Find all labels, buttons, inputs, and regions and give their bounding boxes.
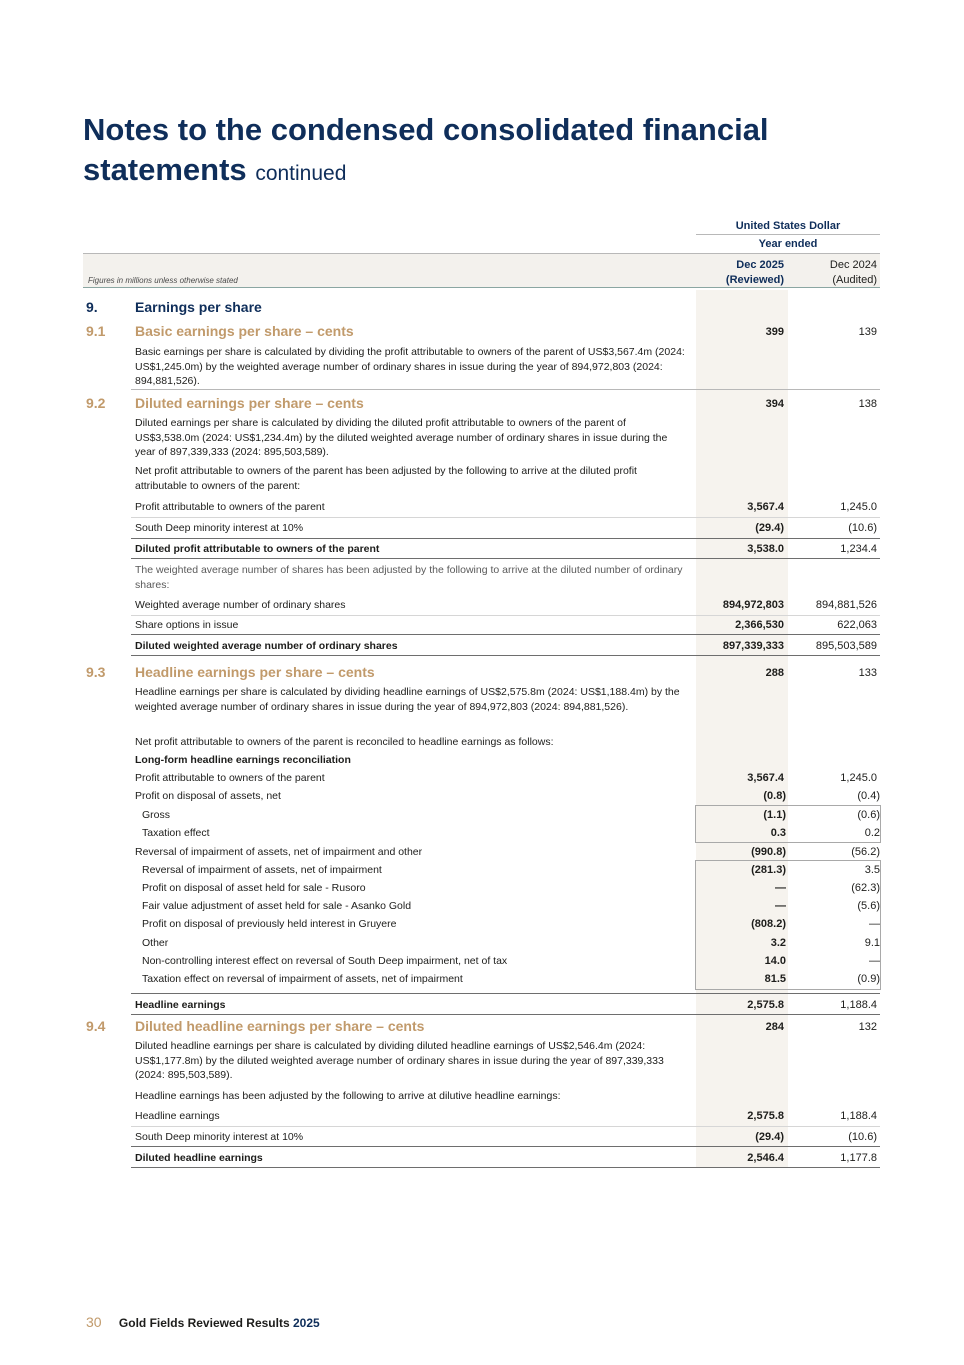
- subsection-number: 9.2: [86, 395, 106, 411]
- value-2025: 0.3: [770, 827, 786, 839]
- value-2025: 3.2: [770, 937, 786, 949]
- description-paragraph: Diluted earnings per share is calculated by dividing the diluted profit attributable to owners of the parent of US$3,538.0m (2024: US$1,234.4m) by the diluted weighted average number of ordinary shares in issue during the year of 897,339,333 (2024: 895,503,589).: [135, 417, 668, 458]
- publication-year: 2025: [292, 1316, 320, 1330]
- value-2024: 1,177.8: [840, 1152, 877, 1164]
- total-rule: [131, 1014, 880, 1015]
- header-currency: United States Dollar: [735, 220, 841, 232]
- reconciliation-heading: Long-form headline earnings reconciliation: [135, 754, 351, 766]
- value-2024: (0.6): [857, 809, 880, 821]
- row-label: Reversal of impairment of assets, net of impairment: [142, 864, 382, 876]
- subsection-title: Diluted earnings per share – cents: [135, 395, 364, 411]
- figures-note: Figures in millions unless otherwise stated: [88, 276, 238, 285]
- page-title-suffix: continued: [255, 162, 347, 185]
- row-label: Other: [142, 937, 169, 949]
- row-label: Weighted average number of ordinary shares: [135, 599, 346, 611]
- header-divider: [83, 253, 880, 254]
- value-2024: 1,245.0: [840, 501, 877, 513]
- value-2025: 81.5: [764, 973, 786, 985]
- column-header-2024: [790, 258, 877, 288]
- value-2025: 2,575.8: [747, 999, 784, 1011]
- value-2025: 288: [765, 667, 784, 679]
- value-2024: —: [869, 918, 880, 930]
- row-label: Profit on disposal of assets, net: [135, 790, 281, 802]
- row-label: Non-controlling interest effect on reversal of South Deep impairment, net of tax: [142, 955, 508, 967]
- subtotal-rule: [131, 1146, 880, 1147]
- row-label: Share options in issue: [135, 619, 239, 631]
- value-2025: 14.0: [764, 955, 786, 967]
- total-rule: [131, 1167, 880, 1168]
- value-2025: (808.2): [751, 918, 786, 930]
- row-divider: [131, 517, 880, 518]
- column-header-2025-line1: Dec 2025: [736, 259, 784, 271]
- value-2024: 622,063: [837, 619, 877, 631]
- value-2024: 1,188.4: [840, 999, 877, 1011]
- reviewed-column-shading: [696, 290, 788, 1167]
- value-2025: —: [775, 900, 786, 912]
- subsection-title: Diluted headline earnings per share – cents: [135, 1018, 425, 1034]
- value-2024: —: [869, 955, 880, 967]
- value-2024: 1,234.4: [840, 543, 877, 555]
- row-label-total: Diluted profit attributable to owners of the parent: [135, 543, 380, 555]
- description-paragraph: Diluted headline earnings per share is calculated by dividing diluted headline earnings of US$2,546.4m (2024: US$1,177.8m) by the diluted weighted average number of ordinary shares in issue during the year of 897,339,333 (2024: 895,503,589).: [135, 1040, 664, 1081]
- header-period: Year ended: [758, 238, 818, 250]
- page-footer: [86, 1314, 320, 1330]
- subsection-number: 9.3: [86, 664, 106, 680]
- row-label: Profit on disposal of asset held for sale - Rusoro: [142, 882, 366, 894]
- value-2025: (990.8): [751, 846, 786, 858]
- value-2025: 2,546.4: [747, 1152, 784, 1164]
- row-label: South Deep minority interest at 10%: [135, 1131, 304, 1143]
- row-label: Profit attributable to owners of the parent: [135, 501, 325, 513]
- publication-name: Gold Fields Reviewed Results: [118, 1316, 290, 1330]
- total-rule: [131, 655, 880, 656]
- value-2024: 895,503,589: [815, 640, 877, 652]
- header-bottom-rule: [83, 287, 880, 288]
- row-label: South Deep minority interest at 10%: [135, 522, 304, 534]
- description-paragraph: The weighted average number of shares has been adjusted by the following to arrive at the diluted number of ordinary shares:: [135, 564, 683, 591]
- header-divider: [696, 234, 880, 235]
- row-label-total: Diluted headline earnings: [135, 1152, 263, 1164]
- value-2024: (62.3): [851, 882, 880, 894]
- value-2024: (10.6): [848, 522, 877, 534]
- value-2025: 394: [765, 398, 784, 410]
- value-2025: 2,575.8: [747, 1110, 784, 1122]
- row-label: Gross: [142, 809, 171, 821]
- row-label: Fair value adjustment of asset held for sale - Asanko Gold: [142, 900, 412, 912]
- page-number: 30: [86, 1314, 102, 1330]
- value-2024: (56.2): [851, 846, 880, 858]
- value-2024: (0.9): [857, 973, 880, 985]
- description-paragraph: Headline earnings has been adjusted by the following to arrive at dilutive headline earnings:: [135, 1090, 561, 1102]
- value-2025: (0.8): [763, 790, 786, 802]
- value-2025: (29.4): [755, 522, 784, 534]
- page-title: [83, 110, 903, 194]
- section-number: 9.: [86, 299, 98, 315]
- total-rule: [131, 558, 880, 559]
- subsection-number: 9.4: [86, 1018, 106, 1034]
- value-2024: 132: [858, 1021, 877, 1033]
- subtotal-rule: [131, 634, 880, 635]
- subsection-title: Headline earnings per share – cents: [135, 664, 375, 680]
- subtotal-rule: [131, 538, 880, 539]
- row-label: Headline earnings: [135, 1110, 220, 1122]
- row-divider: [131, 615, 880, 616]
- row-label: Profit attributable to owners of the parent: [135, 772, 325, 784]
- value-2024: 1,188.4: [840, 1110, 877, 1122]
- row-label: Taxation effect: [142, 827, 210, 839]
- value-2024: 133: [858, 667, 877, 679]
- value-2025: 3,567.4: [747, 772, 784, 784]
- value-2024: 0.2: [864, 827, 880, 839]
- value-2024: (10.6): [848, 1131, 877, 1143]
- value-2025: (281.3): [751, 864, 786, 876]
- value-2024: (5.6): [857, 900, 880, 912]
- value-2025: 399: [765, 326, 784, 338]
- value-2024: 894,881,526: [815, 599, 877, 611]
- row-divider: [131, 1126, 880, 1127]
- value-2025: 3,567.4: [747, 501, 784, 513]
- description-paragraph: Headline earnings per share is calculated by dividing headline earnings of US$2,575.8m (2024: US$1,188.4m) by the weighted average number of ordinary shares in issue during the year of 894,972,803 (2024: 894,881,526).: [135, 686, 680, 713]
- value-2025: 2,366,530: [735, 619, 784, 631]
- value-2025: (29.4): [755, 1131, 784, 1143]
- value-2025: (1.1): [763, 809, 786, 821]
- column-header-2024-line1: Dec 2024: [829, 259, 877, 271]
- description-paragraph: Basic earnings per share is calculated by dividing the profit attributable to owners of the parent of US$3,567.4m (2024: US$1,245.0m) by the weighted average number of ordinary shares in issue during the year of 894,972,803 (2024: 894,881,526).: [135, 346, 685, 387]
- value-2024: 138: [858, 398, 877, 410]
- row-label-total: Diluted weighted average number of ordinary shares: [135, 640, 398, 652]
- subtotal-rule: [131, 993, 880, 994]
- value-2025: 3,538.0: [747, 543, 784, 555]
- row-label-total: Headline earnings: [135, 999, 226, 1011]
- section-title: Earnings per share: [135, 299, 262, 315]
- value-2025: 897,339,333: [722, 640, 784, 652]
- value-2024: 3.5: [864, 864, 880, 876]
- row-label: Reversal of impairment of assets, net of impairment and other: [135, 846, 423, 858]
- value-2025: 284: [765, 1021, 784, 1033]
- column-header-2025: [696, 258, 784, 288]
- row-divider: [131, 389, 880, 390]
- subsection-title: Basic earnings per share – cents: [135, 323, 354, 339]
- value-2024: 1,245.0: [840, 772, 877, 784]
- value-2024: (0.4): [857, 790, 880, 802]
- value-2024: 139: [858, 326, 877, 338]
- column-header-2025-line2: (Reviewed): [725, 274, 784, 286]
- column-header-2024-line2: (Audited): [832, 274, 877, 286]
- row-label: Taxation effect on reversal of impairment of assets, net of impairment: [142, 973, 463, 985]
- page-title-main: Notes to the condensed consolidated financial statements: [83, 112, 769, 187]
- value-2024: 9.1: [864, 937, 880, 949]
- description-paragraph: Net profit attributable to owners of the parent is reconciled to headline earnings as follows:: [135, 736, 554, 748]
- value-2025: —: [775, 882, 786, 894]
- subsection-number: 9.1: [86, 323, 106, 339]
- value-2025: 894,972,803: [722, 599, 784, 611]
- description-paragraph: Net profit attributable to owners of the parent has been adjusted by the following to arrive at the diluted profit attributable to owners of the parent:: [135, 465, 637, 492]
- row-label: Profit on disposal of previously held interest in Gruyere: [142, 918, 397, 930]
